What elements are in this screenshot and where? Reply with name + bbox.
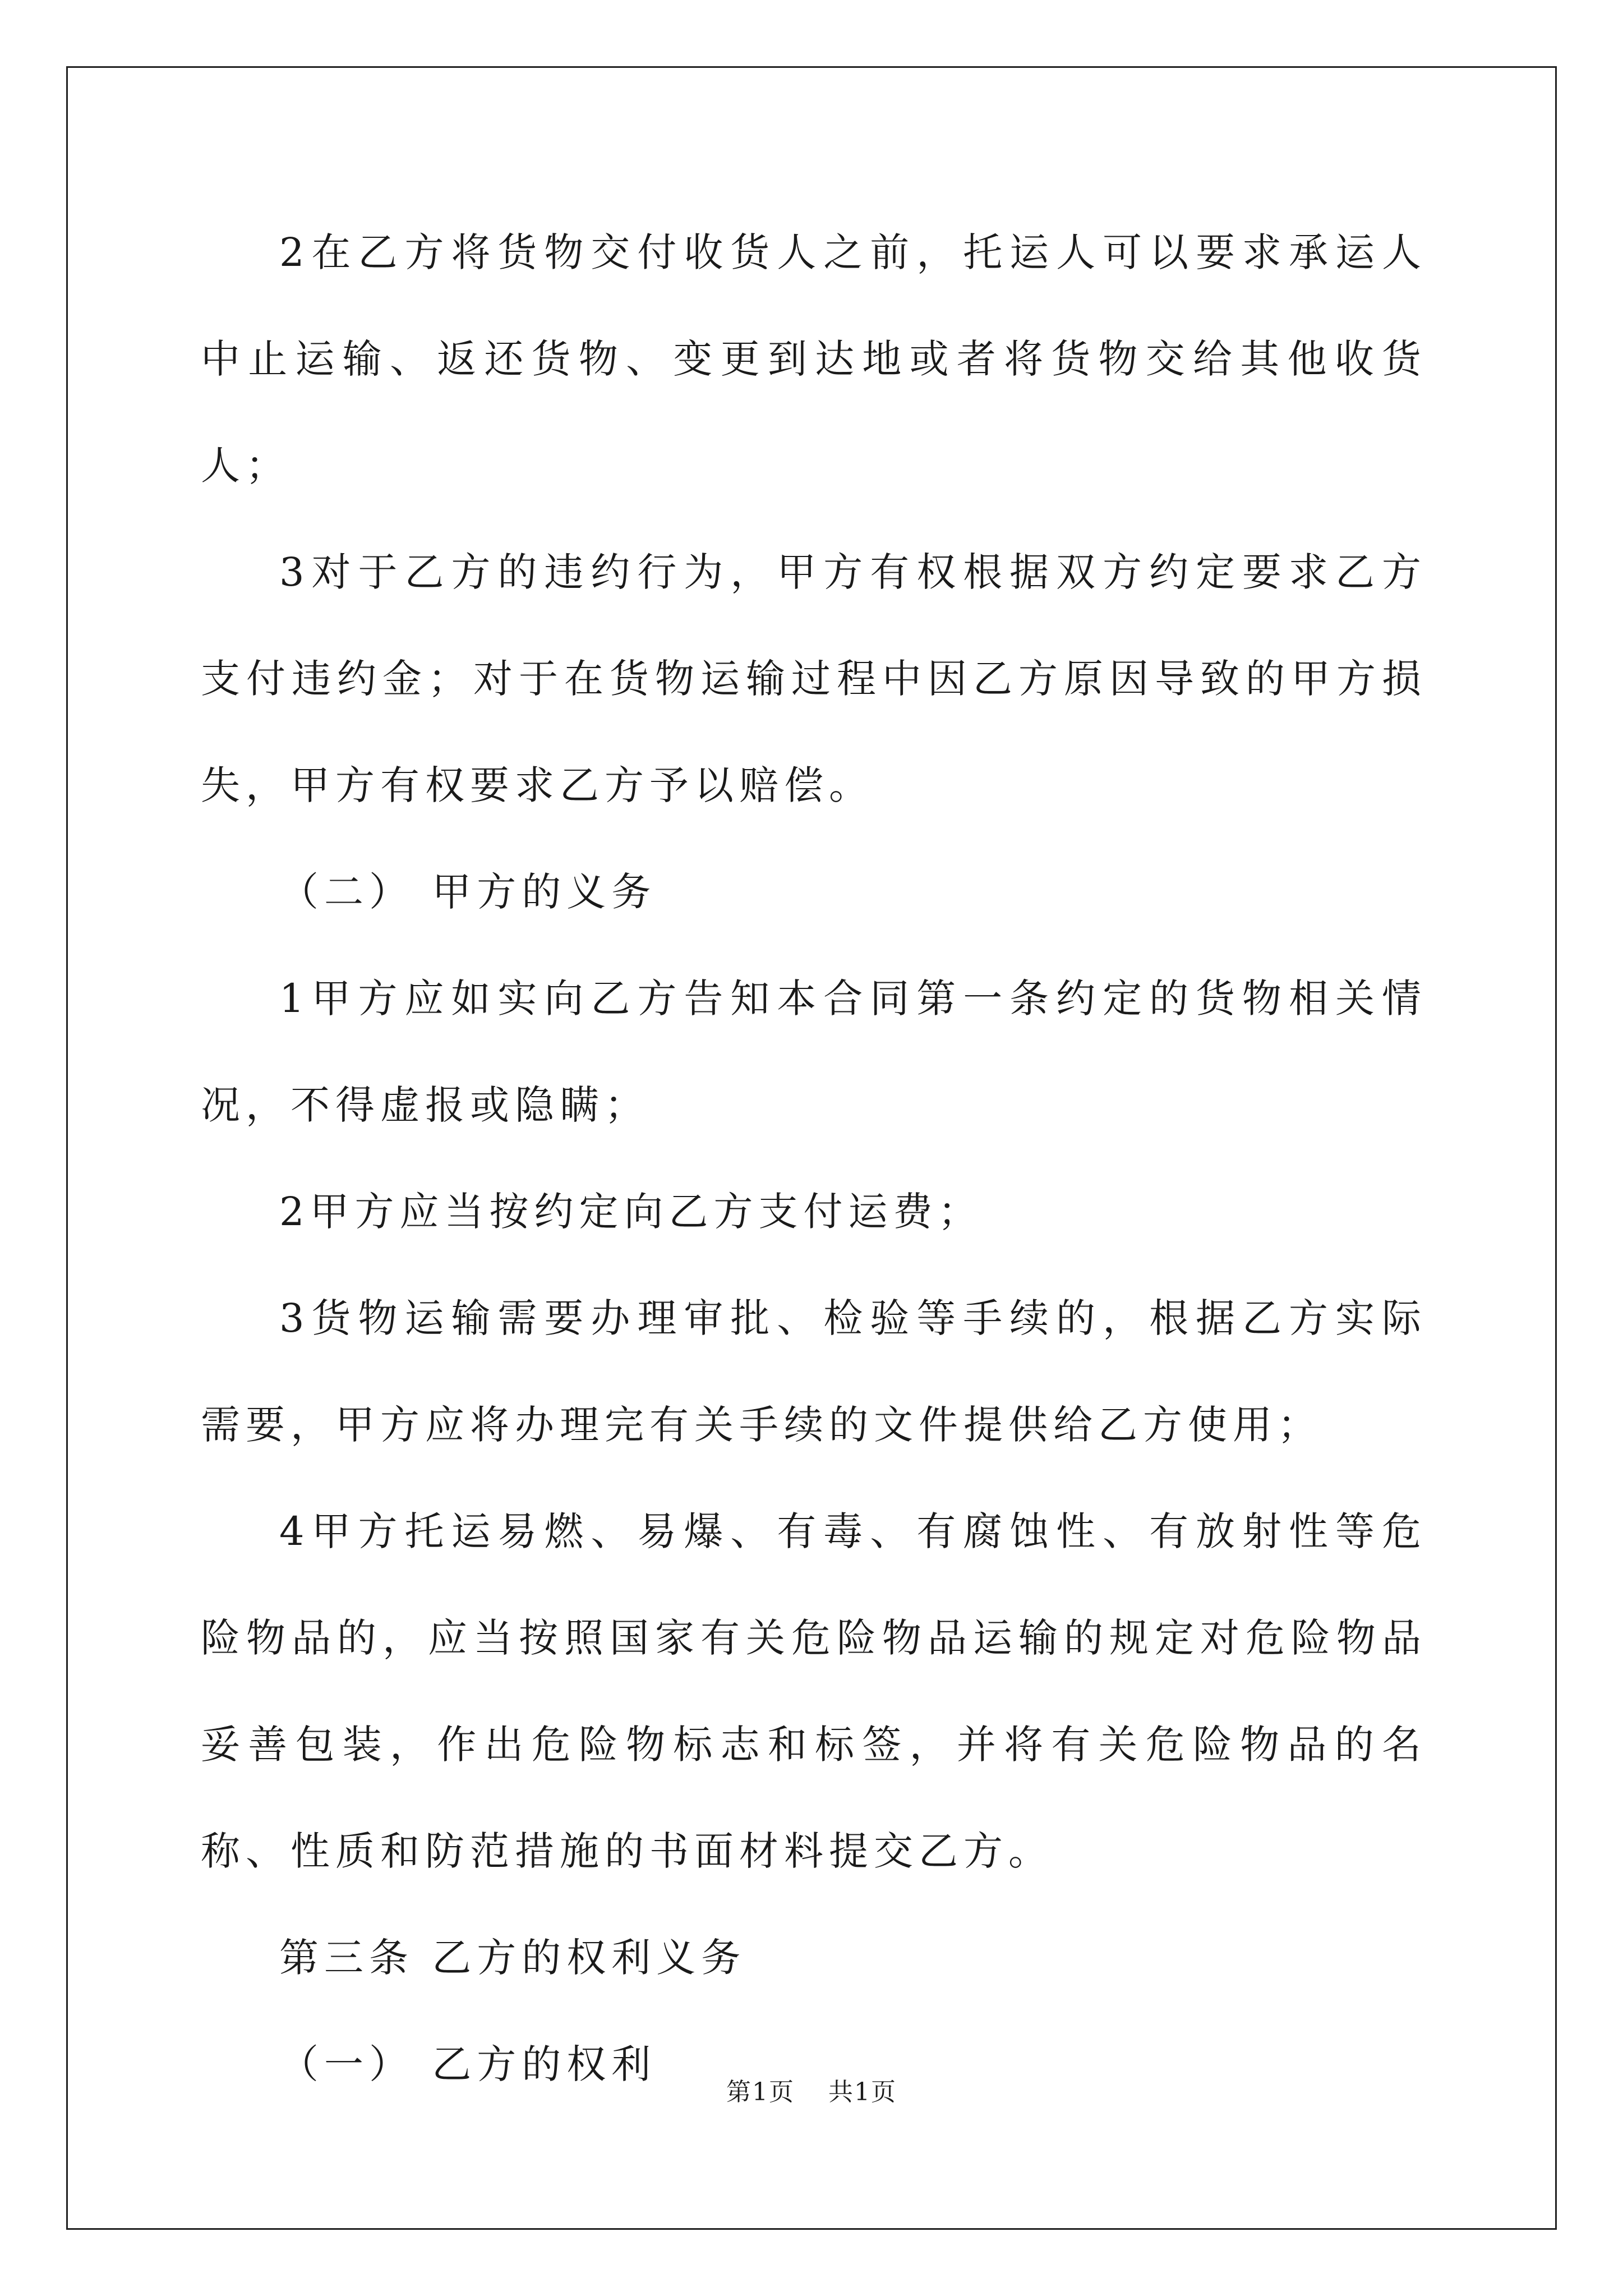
section-heading-party-b-rights: （一） 乙方的权利 <box>279 2041 657 2087</box>
page-number-total: 共1页 <box>828 2078 897 2106</box>
page-number-current: 第1页 <box>726 2078 795 2106</box>
paragraph-obligation-4: 4甲方托运易燃、易爆、有毒、有腐蚀性、有放射性等危险物品的，应当按照国家有关危险物品运输的规定对危险物品妥善包装，作出危险物标志和标签，并将有关危险物品的名称、性质和防范措施的书面材料提交乙方。 <box>201 1508 1427 1874</box>
section-heading-party-a-obligations: （二） 甲方的义务 <box>279 869 657 915</box>
paragraph-obligation-1: 1甲方应如实向乙方告知本合同第一条约定的货物相关情况，不得虚报或隐瞒； <box>201 976 1427 1128</box>
paragraph-obligation-3: 3货物运输需要办理审批、检验等手续的，根据乙方实际需要，甲方应将办理完有关手续的文件提供给乙方使用； <box>201 1295 1427 1448</box>
paragraph-clause-3: 3对于乙方的违约行为，甲方有权根据双方约定要求乙方支付违约金；对于在货物运输过程中因乙方原因导致的甲方损失，甲方有权要求乙方予以赔偿。 <box>201 549 1427 808</box>
page-footer <box>0 2076 1623 2109</box>
article-heading-3: 第三条 乙方的权利义务 <box>279 1935 746 1981</box>
paragraph-clause-2: 2在乙方将货物交付收货人之前，托运人可以要求承运人中止运输、返还货物、变更到达地或者将货物交给其他收货人； <box>201 229 1427 489</box>
paragraph-obligation-2: 2甲方应当按约定向乙方支付运费； <box>279 1189 983 1235</box>
document-body <box>201 199 1427 2118</box>
